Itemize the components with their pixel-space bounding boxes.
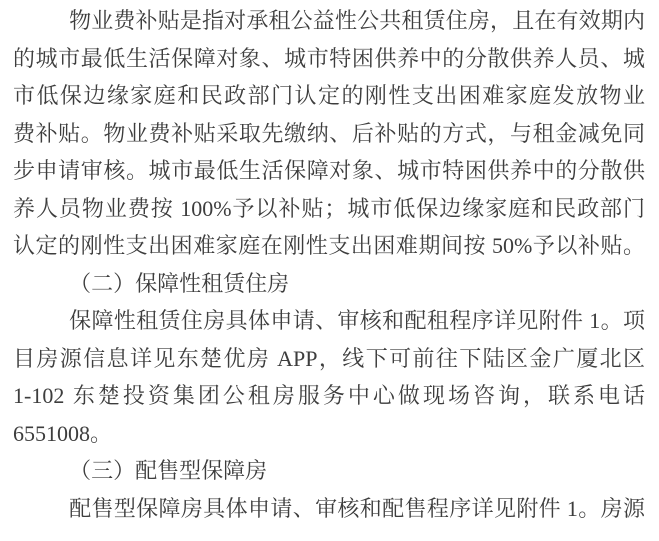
section-heading: （三）配售型保障房 [69, 458, 268, 483]
text-line: 6551008。 [13, 420, 113, 446]
text-line: 保障性租赁住房具体申请、审核和配租程序详见附件 1。项 [69, 308, 645, 333]
text-line: 1-102 东楚投资集团公租房服务中心做现场咨询，联系电话 [13, 383, 645, 408]
text-line: 配售型保障房具体申请、审核和配售程序详见附件 1。房源 [69, 495, 645, 521]
text-line: 步申请审核。城市最低生活保障对象、城市特困供养中的分散供 [13, 158, 645, 183]
text-line: 费补贴。物业费补贴采取先缴纳、后补贴的方式，与租金减免同 [13, 120, 645, 146]
text-line: 养人员物业费按 100%予以补贴；城市低保边缘家庭和民政部门 [13, 195, 645, 221]
text-line: 认定的刚性支出困难家庭在刚性支出困难期间按 50%予以补贴。 [13, 233, 645, 258]
text-line: 物业费补贴是指对承租公益性公共租赁住房，且在有效期内 [69, 8, 645, 33]
text-line: 市低保边缘家庭和民政部门认定的刚性支出困难家庭发放物业 [13, 83, 645, 108]
section-heading: （二）保障性租赁住房 [69, 270, 290, 296]
text-line: 的城市最低生活保障对象、城市特困供养中的分散供养人员、城 [13, 45, 645, 71]
text-line: 目房源信息详见东楚优房 APP，线下可前往下陆区金广厦北区 [13, 345, 645, 371]
